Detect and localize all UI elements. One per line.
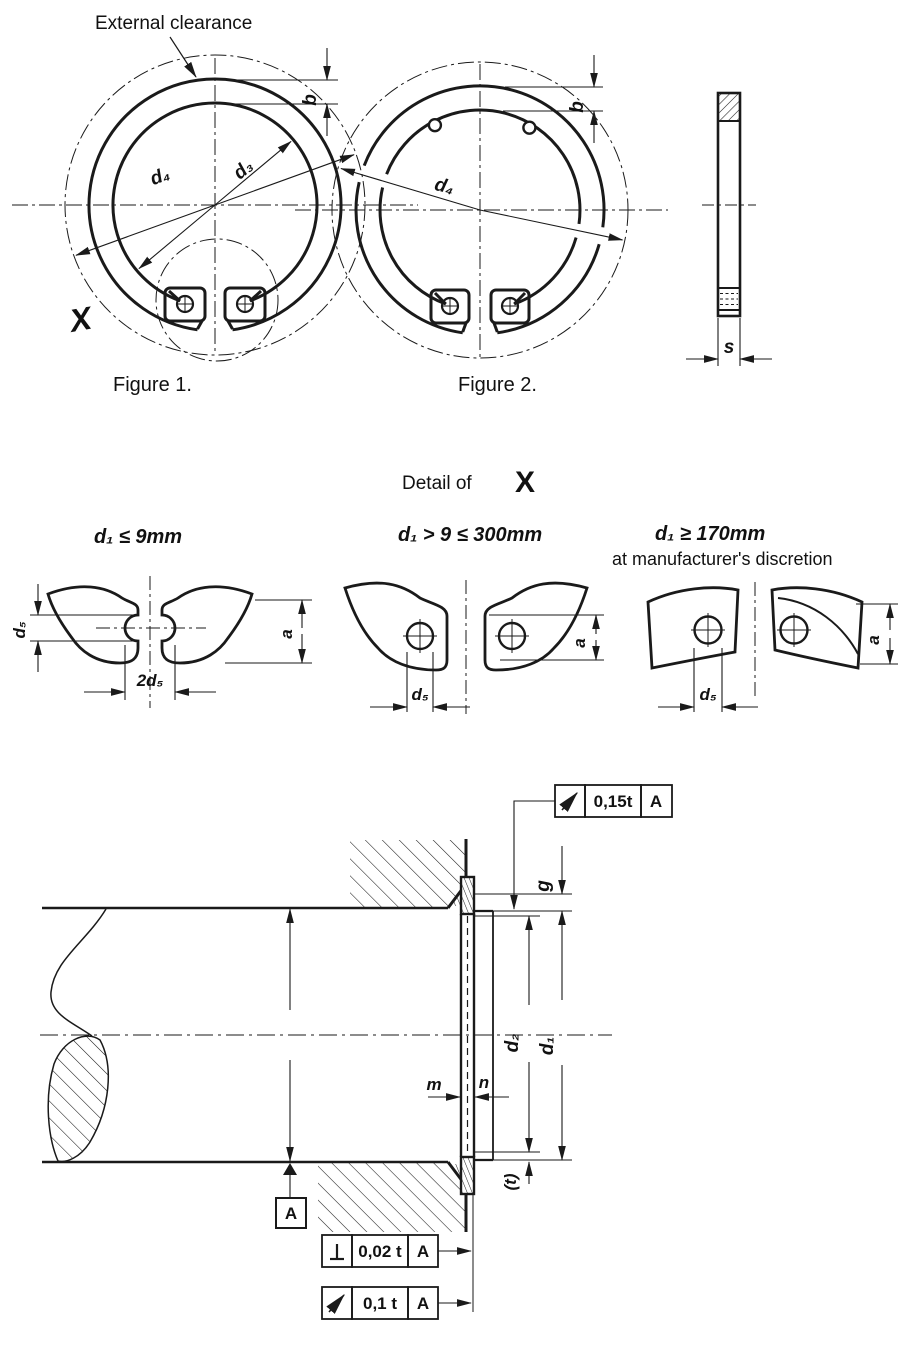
- housing-section-top: [350, 840, 466, 908]
- detail1-a-label: a: [277, 629, 296, 639]
- fig2-b-label: b: [567, 101, 588, 113]
- condition-label-2: d₁ > 9 ≤ 300mm: [398, 524, 543, 546]
- dim-n-label: n: [478, 1073, 490, 1092]
- detail-heading: Detail of: [402, 473, 472, 494]
- side-view-s-label: s: [723, 337, 735, 358]
- dim-g-label: g: [533, 880, 554, 892]
- fig1-d4-label: d₄: [147, 163, 173, 190]
- tolerance-datum-3: A: [416, 1294, 430, 1313]
- detail2-d5-label: d₅: [411, 685, 429, 704]
- condition-label-3: d₁ ≥ 170mm: [655, 523, 766, 545]
- detail3-d5-label: d₅: [699, 685, 717, 704]
- detail1-2d5-label: 2d₅: [136, 671, 164, 690]
- fig1-d3-label: d₃: [229, 155, 258, 184]
- tolerance-value-3: 0,1 t: [362, 1294, 398, 1313]
- condition-label-1: d₁ ≤ 9mm: [94, 526, 183, 548]
- dim-t-label: (t): [501, 1173, 520, 1191]
- detail1-d5-label: d₅: [10, 621, 29, 639]
- dim-d2-label: d₂: [502, 1033, 523, 1053]
- housing-section-bottom: [318, 1162, 466, 1232]
- detail3-a-label: a: [864, 635, 883, 645]
- dim-m-label: m: [426, 1075, 442, 1094]
- fig1-b-label: b: [300, 94, 321, 106]
- tolerance-datum-2: A: [416, 1242, 430, 1261]
- fig2-d4-label: d₄: [432, 174, 457, 200]
- figure2-caption: Figure 2.: [458, 374, 537, 396]
- detail2-a-label: a: [570, 638, 589, 648]
- manufacturer-note: at manufacturer's discretion: [612, 549, 833, 569]
- figure1-caption: Figure 1.: [113, 374, 192, 396]
- external-clearance-label: External clearance: [95, 13, 253, 34]
- tolerance-value-2: 0,02 t: [358, 1242, 402, 1261]
- tolerance-value-1: 0,15t: [593, 792, 633, 811]
- datum-a-label: A: [284, 1204, 298, 1223]
- fig1-detail-x-marker: X: [66, 299, 95, 339]
- tolerance-datum-1: A: [649, 792, 663, 811]
- dim-d1-label: d₁: [537, 1036, 558, 1056]
- detail-heading-x: X: [515, 466, 536, 499]
